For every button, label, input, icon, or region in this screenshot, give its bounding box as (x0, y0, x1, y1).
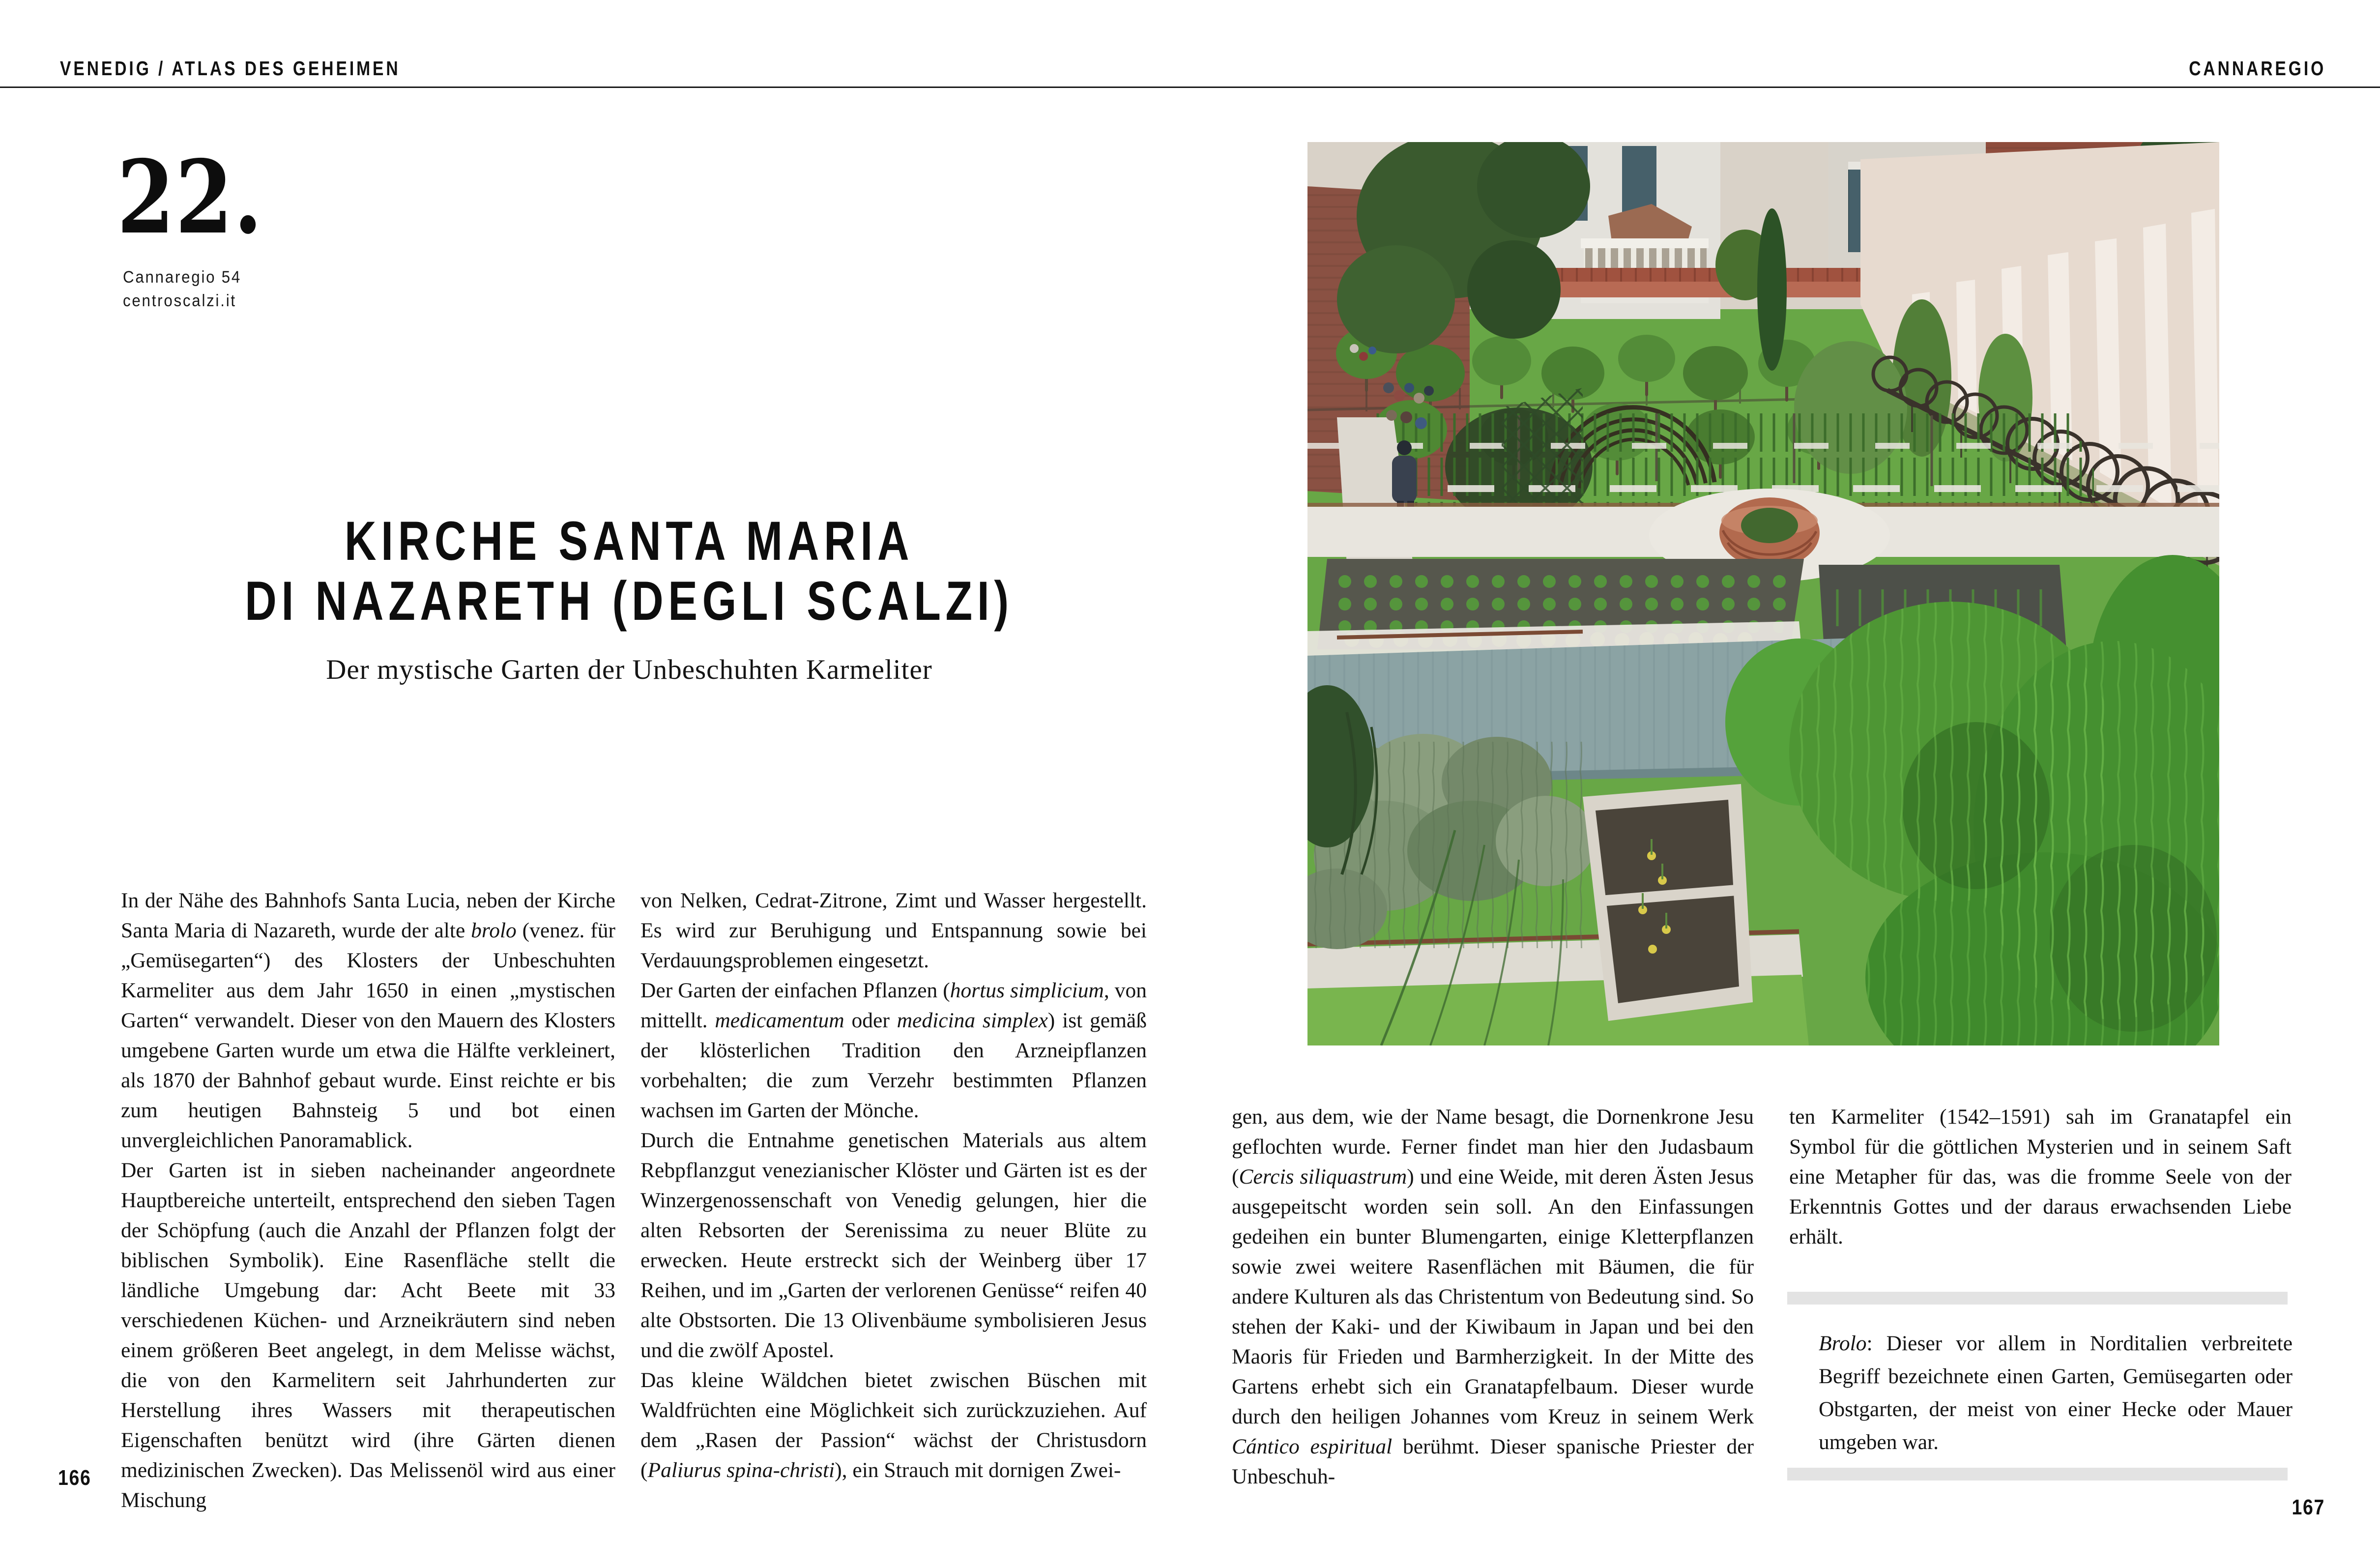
photo-raised-bed (1583, 784, 1753, 1021)
title-line-2: DI NAZARETH (DEGLI SCALZI) (245, 570, 1014, 632)
header-rule (0, 87, 2380, 88)
entry-number: 22. (117, 139, 263, 257)
photo-well (1719, 497, 1820, 568)
page-number-left: 166 (58, 1466, 91, 1490)
page-subtitle: Der mystische Garten der Unbeschuhten Karmeliter (326, 654, 932, 685)
website-line: centroscalzi.it (123, 291, 236, 310)
note-rule-bottom (1787, 1468, 2288, 1480)
glossary-note: Brolo: Dieser vor allem in Norditalien verbreitete Begriff bezeichnete einen Garten, Gemüsegarten oder Obstgarten, der meist von einer Hecke oder Mauer umgeben war. (1819, 1332, 2293, 1454)
left-page-column-1: In der Nähe des Bahnhofs Santa Lucia, neben der Kirche Santa Maria di Nazareth, wurde der alte brolo (venez. für „Gemüsegarten“) des Klosters der Unbeschuhten Karmeliter aus dem Jahr 1650 in einen „mystischen Garten“ verwandelt. Dieser von den Mauern des Klosters umgebene Garten wurde um etwa die Hälfte verkleinert, als 1870 der Bahnhof gebaut wurde. Einst reichte er bis zum heutigen Bahnsteig 5 und bot einen unvergleichlichen Panoramablick. Der Garten ist in sieben nacheinander angeordnete Hauptbereiche unterteilt, entsprechend den sieben Tagen der Schöpfung (auch die Anzahl der Pflanzen folgt der biblischen Symbolik). Eine Rasenfläche stellt die ländliche Umgebung dar: Acht Beete mit 33 verschiedenen Küchen- und Arzneikräutern sind neben einem größeren Beet angelegt, in dem Melisse wächst, die von den Karmelitern seit Jahrhunderten zur Herstellung ihres Wassers mit therapeutischen Eigenschaften benützt wird (ihre Gärten dienen medizinischen Zwecken). Das Melissenöl wird aus einer Mischung (121, 889, 615, 1512)
garden-photo (1307, 142, 2219, 1045)
right-page-column-1: gen, aus dem, wie der Name besagt, die Dornenkrone Jesu geflochten wurde. Ferner findet man hier den Judasbaum (Cercis siliquastrum) und eine Weide, mit deren Ästen Jesus ausgepeitscht worden sein soll. An den Einfassungen gedeihen ein bunter Blumengarten, einige Kletterpflanzen sowie zwei weitere Rasenflächen mit Bäumen, die für andere Kulturen als das Christentum von Bedeutung sind. So stehen der Kaki- und der Kiwibaum in Japan und bei den Maoris für Frieden und Barmherzigkeit. In der Mitte des Gartens erhebt sich ein Granatapfelbaum. Dieser wurde durch den heiligen Johannes vom Kreuz in seinem Werk Cántico espiritual berühmt. Dieser spanische Priester der Unbeschuh- (1232, 1105, 1754, 1488)
book-title: VENEDIG / ATLAS DES GEHEIMEN (60, 57, 401, 80)
page-title (185, 511, 1074, 631)
garden-photo-svg (1307, 142, 2219, 1045)
title-line-1: KIRCHE SANTA MARIA (344, 510, 914, 572)
left-page-column-2: von Nelken, Cedrat-Zitrone, Zimt und Wasser hergestellt. Es wird zur Beruhigung und Entspannung sowie bei Verdauungsproblemen eingesetzt. Der Garten der einfachen Pflanzen (hortus simplicium, von mittellt. medicamentum oder medicina simplex) ist gemäß der klösterlichen Tradition den Arzneipflanzen vorbehalten; die zum Verzehr bestimmten Pflanzen wachsen im Garten der Mönche. Durch die Entnahme genetischen Materials aus altem Rebpflanzgut venezianischer Klöster und Gärten ist es der Winzergenossenschaft von Venedig gelungen, hier die alten Rebsorten der Serenissima zu neuer Blüte zu erwecken. Heute erstreckt sich der Weinberg über 17 Reihen, und im „Garten der verlorenen Genüsse“ reifen 40 alte Obstsorten. Die 13 Olivenbäume symbolisieren Jesus und die zwölf Apostel. Das kleine Wäldchen bietet zwischen Büschen mit Waldfrüchten eine Möglichkeit sich zurückzuziehen. Auf dem „Rasen der Passion“ wächst der Christusdorn (Paliurus spina-christi), ein Strauch mit dornigen Zwei- (640, 889, 1147, 1482)
section-label: CANNAREGIO (2189, 57, 2326, 80)
note-rule-top (1787, 1292, 2288, 1305)
right-page-column-2: ten Karmeliter (1542–1591) sah im Granatapfel ein Symbol für die göttlichen Mysterien und in seinem Saft eine Metapher für das, was die fromme Seele von der Erkenntnis Gottes und der daraus erwachsenden Liebe erhält. (1789, 1105, 2292, 1248)
entry-address-block (123, 265, 241, 313)
address-line: Cannaregio 54 (123, 268, 242, 287)
page-number-right: 167 (2292, 1495, 2325, 1519)
